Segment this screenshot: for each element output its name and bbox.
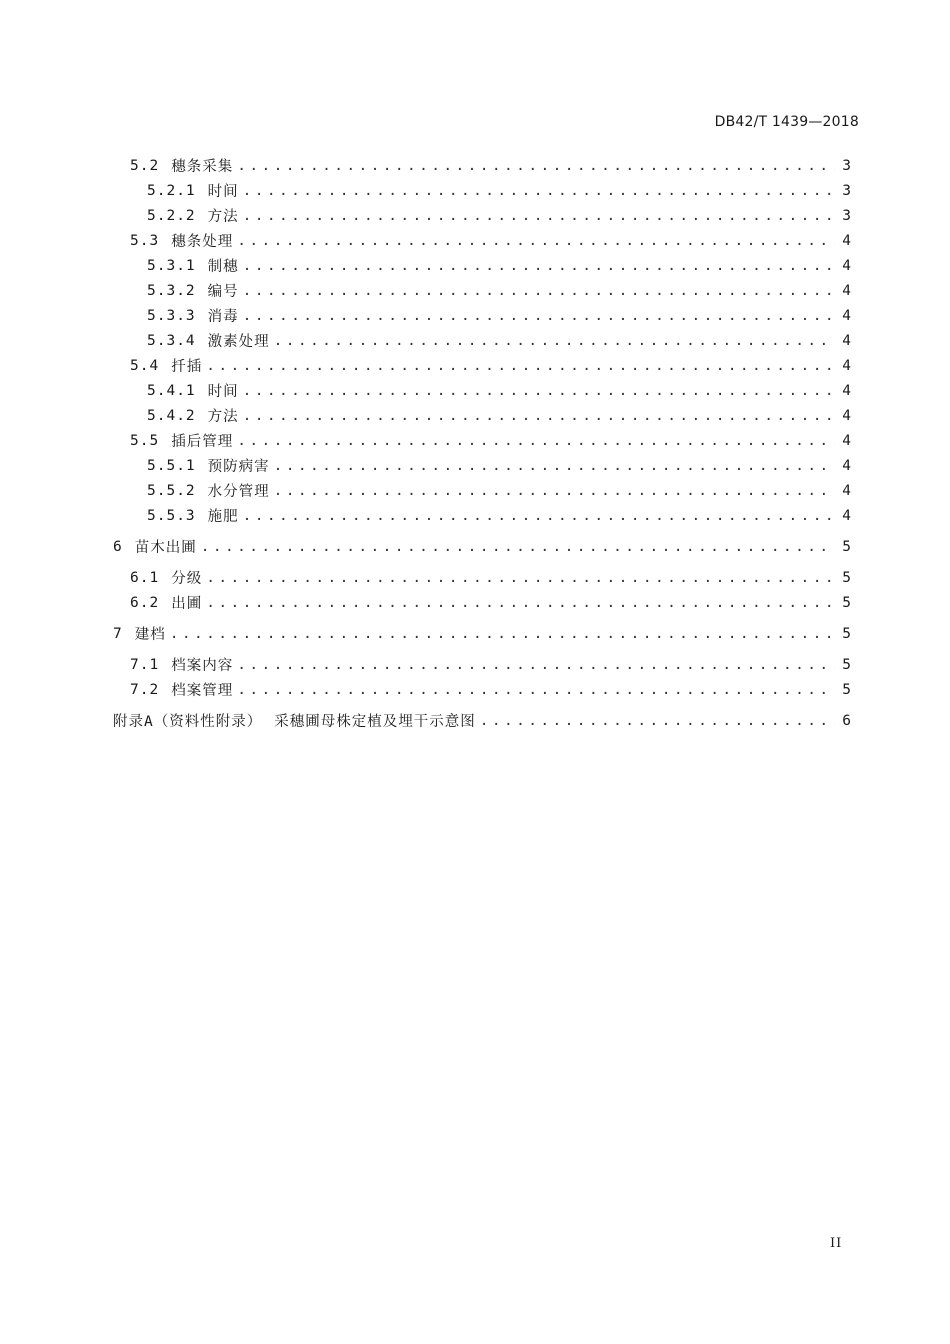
toc-entry-number: 5.5 [130,432,160,449]
toc-dot-leader [243,283,835,299]
toc-entry-title: 制穗 [207,259,239,275]
toc-dot-leader [237,433,835,449]
toc-entry[interactable] [113,228,851,253]
toc-entry-title: 预防病害 [207,459,270,475]
toc-dot-leader [237,158,835,174]
toc-entry-number: 6.1 [130,569,160,586]
toc-dot-leader [201,539,835,555]
toc-entry-number: 5.3.2 [147,282,196,299]
toc-entry-title: 编号 [207,284,239,300]
toc-dot-leader [480,713,835,729]
toc-entry-number: 5.3.4 [147,332,196,349]
toc-entry-page: 5 [842,681,851,698]
toc-entry-number: 6.2 [130,594,160,611]
toc-entry-page: 4 [842,282,851,299]
toc-entry-page: 4 [842,382,851,399]
toc-dot-leader [274,458,835,474]
toc-dot-leader [243,183,835,199]
toc-dot-leader [206,358,835,374]
toc-entry-number: 5.5.3 [147,507,196,524]
toc-entry-title: 档案管理 [171,683,234,699]
toc-entry-number: 5.5.2 [147,482,196,499]
toc-entry-number: 5.2 [130,157,160,174]
toc-entry-page: 6 [842,712,851,729]
toc-entry-page: 4 [842,332,851,349]
toc-entry-page: 4 [842,407,851,424]
toc-entry-page: 3 [842,157,851,174]
toc-dot-leader [243,308,835,324]
toc-entry[interactable] [113,178,851,203]
toc-entry[interactable] [113,328,851,353]
toc-entry[interactable] [113,677,851,702]
toc-entry[interactable] [113,478,851,503]
toc-entry-page: 5 [842,569,851,586]
toc-entry[interactable] [113,303,851,328]
toc-dot-leader [274,333,835,349]
toc-entry-number: 7.1 [130,656,160,673]
toc-dot-leader [237,233,835,249]
toc-entry[interactable] [113,652,851,677]
toc-dot-leader [274,483,835,499]
toc-dot-leader [243,408,835,424]
toc-entry-page: 3 [842,182,851,199]
toc-dot-leader [206,570,835,586]
toc-entry-number: 5.2.2 [147,207,196,224]
toc-entry-page: 4 [842,507,851,524]
toc-entry-page: 4 [842,457,851,474]
toc-entry[interactable] [113,503,851,528]
toc-entry-number: 5.3 [130,232,160,249]
toc-entry-page: 5 [842,625,851,642]
toc-entry-number: 5.4.1 [147,382,196,399]
toc-dot-leader [170,626,835,642]
toc-entry-number: 附录A（资料性附录） [113,714,263,730]
toc-entry-title: 分级 [171,571,203,587]
toc-entry-number: 5.3.1 [147,257,196,274]
toc-entry[interactable] [113,621,851,646]
toc-entry-title: 插后管理 [171,434,234,450]
toc-entry-title: 方法 [207,209,239,225]
toc-entry-number: 5.4.2 [147,407,196,424]
toc-entry[interactable] [113,565,851,590]
toc-entry[interactable] [113,378,851,403]
toc-entry-title: 扦插 [171,359,203,375]
toc-dot-leader [243,383,835,399]
toc-entry-page: 5 [842,594,851,611]
toc-entry-page: 5 [842,538,851,555]
toc-entry-page: 4 [842,232,851,249]
toc-entry-number: 6 [113,538,123,555]
toc-dot-leader [206,595,835,611]
toc-dot-leader [243,508,835,524]
toc-entry-title: 建档 [134,627,166,643]
document-code: DB42/T 1439—2018 [714,114,859,130]
toc-entry-title: 消毒 [207,309,239,325]
toc-entry-page: 4 [842,257,851,274]
toc-entry-title: 时间 [207,384,239,400]
toc-entry-title: 激素处理 [207,334,270,350]
toc-entry-title: 时间 [207,184,239,200]
toc-entry[interactable] [113,403,851,428]
toc-dot-leader [237,657,835,673]
toc-entry-number: 7.2 [130,681,160,698]
toc-entry-title: 水分管理 [207,484,270,500]
toc-entry-number: 5.5.1 [147,457,196,474]
toc-entry-number: 7 [113,625,123,642]
toc-entry[interactable] [113,428,851,453]
toc-entry-title: 方法 [207,409,239,425]
toc-entry[interactable] [113,590,851,615]
toc-entry-title: 穗条采集 [171,159,234,175]
toc-entry[interactable] [113,453,851,478]
toc-entry-page: 3 [842,207,851,224]
toc-entry[interactable] [113,203,851,228]
toc-entry[interactable] [113,353,851,378]
toc-dot-leader [237,682,835,698]
table-of-contents [113,153,851,733]
page-number: II [830,1236,843,1251]
toc-entry-title: 穗条处理 [171,234,234,250]
toc-entry[interactable] [113,708,851,733]
toc-entry[interactable] [113,253,851,278]
toc-entry-title: 档案内容 [171,658,234,674]
toc-entry-title: 苗木出圃 [134,540,197,556]
toc-entry[interactable] [113,534,851,559]
toc-entry-number: 5.2.1 [147,182,196,199]
toc-entry[interactable] [113,278,851,303]
toc-dot-leader [243,208,835,224]
toc-entry-page: 4 [842,307,851,324]
toc-entry-page: 5 [842,656,851,673]
toc-entry-number: 5.4 [130,357,160,374]
toc-entry-page: 4 [842,482,851,499]
toc-entry-page: 4 [842,432,851,449]
toc-entry-title: 施肥 [207,509,239,525]
toc-entry[interactable] [113,153,851,178]
toc-dot-leader [243,258,835,274]
toc-entry-title: 出圃 [171,596,203,612]
toc-entry-number: 5.3.3 [147,307,196,324]
toc-entry-page: 4 [842,357,851,374]
toc-entry-title: 采穗圃母株定植及埋干示意图 [274,714,476,730]
